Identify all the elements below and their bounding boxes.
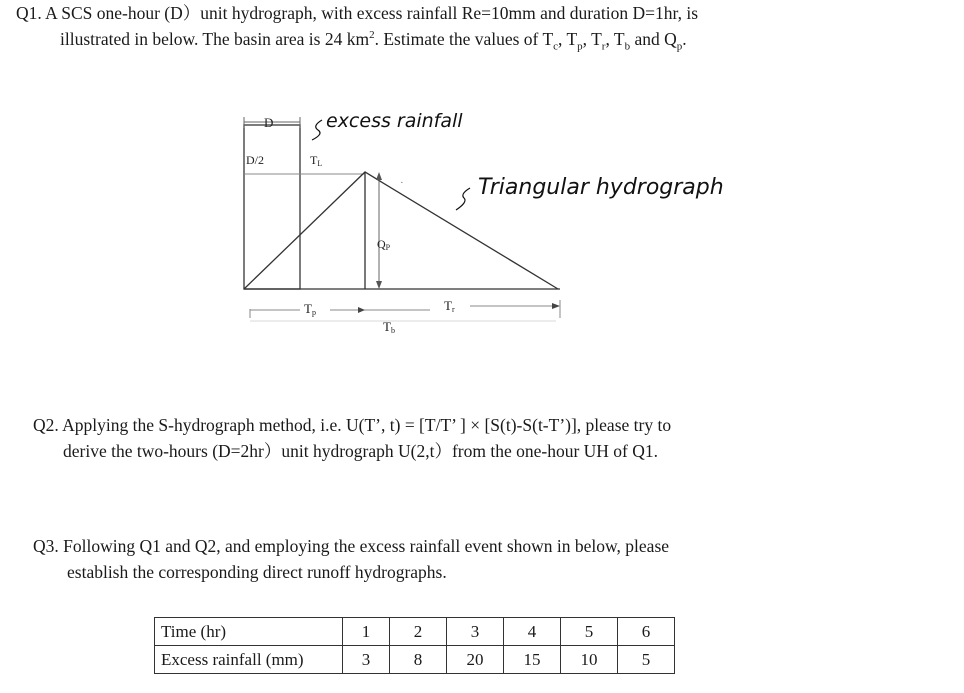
rainfall-block (244, 125, 300, 289)
rain-header: Excess rainfall (mm) (155, 646, 343, 674)
rain-cell: 5 (618, 646, 675, 674)
q3-line2: establish the corresponding direct runoff hydrographs. (67, 562, 447, 582)
peak-dot-mark: · (400, 177, 404, 189)
q1-line2-mid: . Estimate the values of T (374, 29, 554, 49)
d-label: D (264, 115, 274, 130)
rainfall-table (154, 617, 675, 674)
time-cell: 3 (447, 618, 504, 646)
q1-tr: , T (582, 29, 602, 49)
q1-tp-sub: p (577, 40, 583, 53)
rain-cell: 8 (390, 646, 447, 674)
q1-end: . (682, 29, 687, 49)
qp-arrow-top (376, 172, 382, 180)
q1-tp: , T (558, 29, 578, 49)
tr-arrow (552, 303, 560, 309)
time-cell: 2 (390, 618, 447, 646)
rain-cell: 10 (561, 646, 618, 674)
question-3 (33, 533, 933, 585)
tl-label: TL (310, 153, 323, 168)
excess-rainfall-pointer (312, 120, 322, 140)
rain-cell: 3 (343, 646, 390, 674)
rain-cell: 20 (447, 646, 504, 674)
excess-rainfall-note: excess rainfall (326, 110, 463, 132)
tb-label: Tb (383, 319, 395, 335)
rain-cell: 15 (504, 646, 561, 674)
q1-qp-sub: p (676, 40, 683, 53)
q1-line1: Q1. A SCS one-hour (D）unit hydrograph, with excess rainfall Re=10mm and duration D=1hr, is (16, 3, 699, 23)
tr-label: Tr (444, 298, 455, 314)
triangular-hydrograph-pointer (456, 188, 470, 210)
time-cell: 6 (618, 618, 675, 646)
time-cell: 4 (504, 618, 561, 646)
q1-tb: , T (605, 29, 625, 49)
q1-area-exponent: 2 (369, 29, 375, 42)
table-row-rain (155, 646, 675, 674)
q1-qp: and Q (630, 29, 677, 49)
q1-tr-sub: r (601, 40, 606, 53)
time-cell: 5 (561, 618, 618, 646)
time-cell: 1 (343, 618, 390, 646)
time-header: Time (hr) (155, 618, 343, 646)
qp-arrow-bottom (376, 281, 382, 289)
triangular-hydrograph-note: Triangular hydrograph (478, 175, 724, 200)
q2-line2: derive the two-hours (D=2hr）unit hydrograph U(2,t）from the one-hour UH of Q1. (63, 441, 659, 461)
question-2 (33, 412, 933, 464)
qp-label: QP (377, 237, 391, 252)
q1-tc-sub: c (553, 40, 559, 53)
q1-line2-text: illustrated in below. The basin area is 24 km (60, 29, 370, 49)
q1-tb-sub: b (624, 40, 631, 53)
d2-label: D/2 (246, 153, 264, 167)
q2-line1: Q2. Applying the S-hydrograph method, i.e. U(T’, t) = [T/T’ ] × [S(t)-S(t-T’)], please try to (33, 415, 672, 435)
tp-arrow (358, 307, 365, 313)
q3-line1: Q3. Following Q1 and Q2, and employing the excess rainfall event shown in below, please (33, 536, 670, 556)
table-row-time (155, 618, 675, 646)
tp-label: Tp (304, 301, 316, 317)
